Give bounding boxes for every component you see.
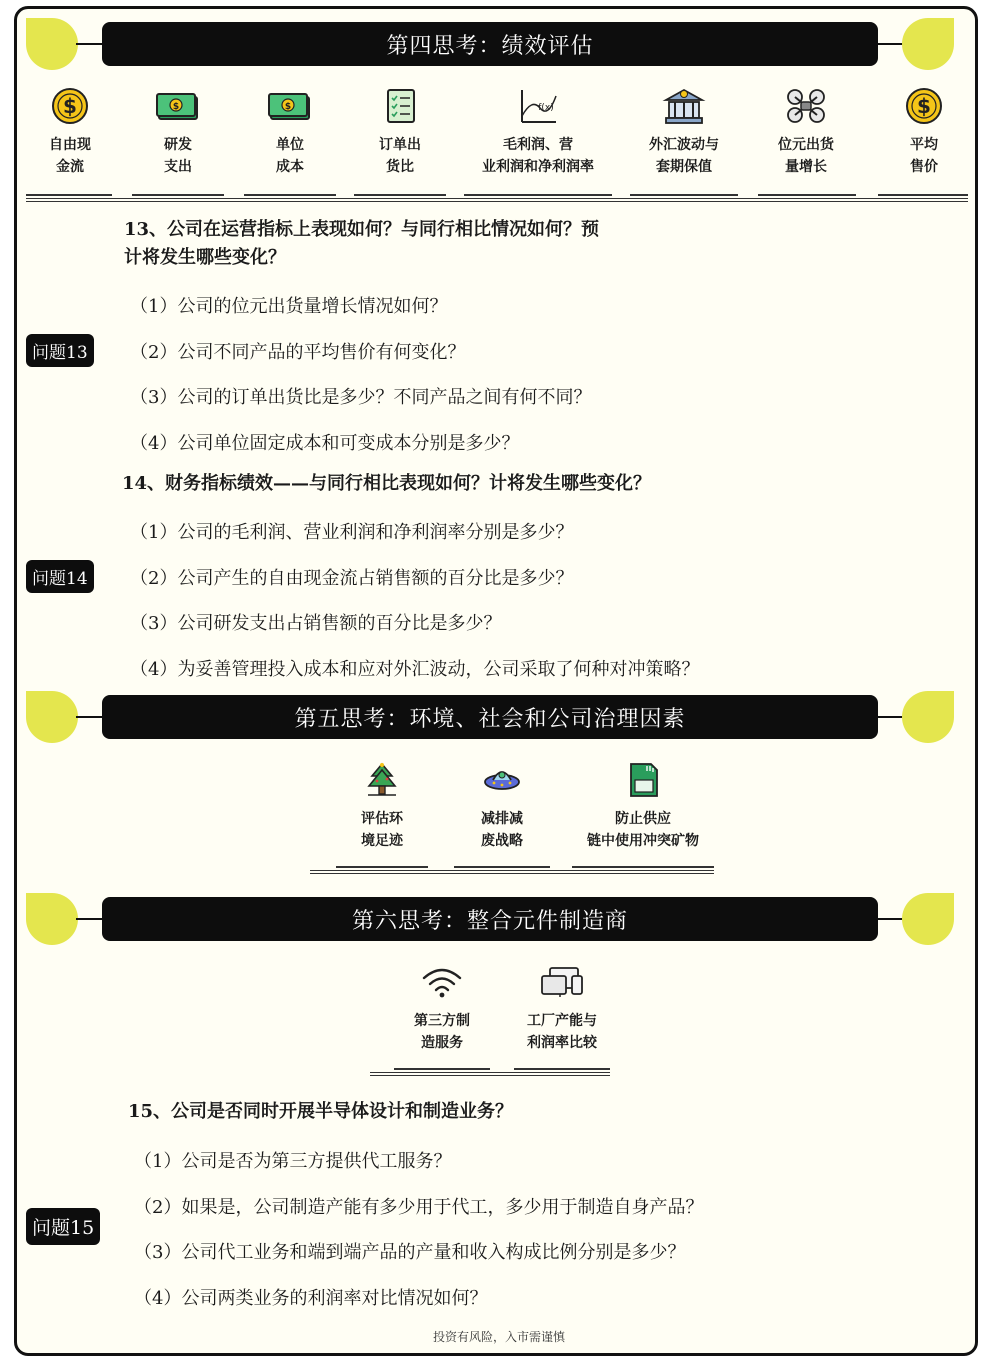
section6-title: 第六思考：整合元件制造商 [102,897,878,941]
connector-line [878,43,904,45]
connector-line [76,43,102,45]
svg-text:$: $ [63,94,77,118]
leaf-decoration-right [902,691,954,743]
section5-title: 第五思考：环境、社会和公司治理因素 [102,695,878,739]
divider [758,194,856,196]
ufo-icon [482,760,522,800]
divider [394,1068,490,1070]
leaf-decoration-left [26,893,78,945]
icon-label: 平均 售价 [910,137,938,175]
icon-label: 外汇波动与 套期保值 [649,137,719,175]
sd-card-icon [623,760,663,800]
banknote-icon [155,86,201,126]
leaf-decoration-left [26,691,78,743]
dollar-coin-icon [904,86,944,126]
q14-item: （4）为妥善管理投入成本和应对外汇波动，公司采取了何种对冲策略？ [130,659,700,680]
leaf-decoration-left [26,18,78,70]
leaf-decoration-right [902,18,954,70]
svg-text:$: $ [172,102,180,112]
divider [464,194,612,196]
icon-label: 工厂产能与 利润率比较 [527,1013,597,1051]
leaf-decoration-right [902,893,954,945]
divider [26,194,112,196]
section4-title: 第四思考：绩效评估 [102,22,878,66]
divider [630,194,738,196]
divider [132,194,224,196]
q13-badge: 问题13 [26,334,94,367]
icon-label: 订单出 货比 [379,137,421,175]
devices-icon [538,962,586,1002]
q13-item: （2）公司不同产品的平均售价有何变化？ [130,342,466,363]
svg-text:$: $ [917,94,931,118]
divider [336,866,428,868]
divider [244,194,336,196]
divider [454,866,550,868]
icon-item-third-party-foundry [392,962,492,1054]
connector-line [878,918,904,920]
connector-line [76,716,102,718]
q14-item: （2）公司产生的自由现金流占销售额的百分比是多少？ [130,568,574,589]
icon-item-book-to-bill [358,86,442,178]
divider [878,194,968,196]
icon-item-asp [884,86,964,178]
icon-item-free-cash-flow [30,86,110,178]
divider [354,194,446,196]
section-divider [310,870,714,874]
icon-label: 防止供应 链中使用冲突矿物 [587,811,699,849]
icon-label: 研发 支出 [164,137,192,175]
connector-line [76,918,102,920]
checklist-icon [380,86,420,126]
q14-badge: 问题14 [26,560,94,593]
icon-item-fab-capacity [510,962,614,1054]
section-divider [26,198,968,202]
icon-item-unit-cost [248,86,332,178]
icon-label: 毛利润、营 业利润和净利润率 [482,137,594,175]
icon-item-fx-hedging [632,86,736,178]
q15-item: （1）公司是否为第三方提供代工服务？ [134,1151,452,1172]
banknote-icon [267,86,313,126]
icon-item-conflict-minerals [572,760,714,852]
drone-icon [784,86,828,126]
wifi-icon [420,962,464,1002]
q15-badge: 问题15 [26,1208,100,1245]
icon-label: 自由现 金流 [49,137,91,175]
q13-title: 13、公司在运营指标上表现如何？与同行相比情况如何？预 计将发生哪些变化？ [124,219,600,268]
svg-text:f(x): f(x) [538,103,554,113]
bank-icon [662,86,706,126]
q15-item: （2）如果是，公司制造产能有多少用于代工，多少用于制造自身产品？ [134,1197,704,1218]
connector-line [878,716,904,718]
function-graph-icon [516,86,560,126]
icon-label: 位元出货 量增长 [778,137,834,175]
footer-disclaimer: 投资有风险，入市需谨慎 [432,1330,565,1344]
q14-item: （1）公司的毛利润、营业利润和净利润率分别是多少？ [130,522,574,543]
icon-item-rd-spend [138,86,218,178]
section-divider [370,1072,610,1076]
q15-title: 15、公司是否同时开展半导体设计和制造业务？ [128,1101,514,1122]
q13-item: （1）公司的位元出货量增长情况如何？ [130,296,448,317]
icon-item-bit-shipment [758,86,854,178]
icon-label: 评估环 境足迹 [361,811,403,849]
icon-item-margins [466,86,610,178]
q14-title: 14、财务指标绩效——与同行相比表现如何？计将发生哪些变化？ [122,473,652,494]
svg-text:$: $ [284,102,292,112]
icon-item-emission [452,760,552,852]
tree-icon [362,760,402,800]
q13-item: （4）公司单位固定成本和可变成本分别是多少？ [130,433,520,454]
q15-item: （3）公司代工业务和端到端产品的产量和收入构成比例分别是多少？ [134,1242,686,1263]
q14-item: （3）公司研发支出占销售额的百分比是多少？ [130,613,502,634]
icon-label: 第三方制 造服务 [414,1013,470,1051]
divider [572,866,714,868]
divider [514,1068,610,1070]
icon-label: 单位 成本 [276,137,304,175]
dollar-coin-icon [50,86,90,126]
q15-item: （4）公司两类业务的利润率对比情况如何？ [134,1288,488,1309]
q13-item: （3）公司的订单出货比是多少？不同产品之间有何不同？ [130,387,592,408]
icon-item-environment [330,760,434,852]
icon-label: 减排减 废战略 [481,811,523,849]
